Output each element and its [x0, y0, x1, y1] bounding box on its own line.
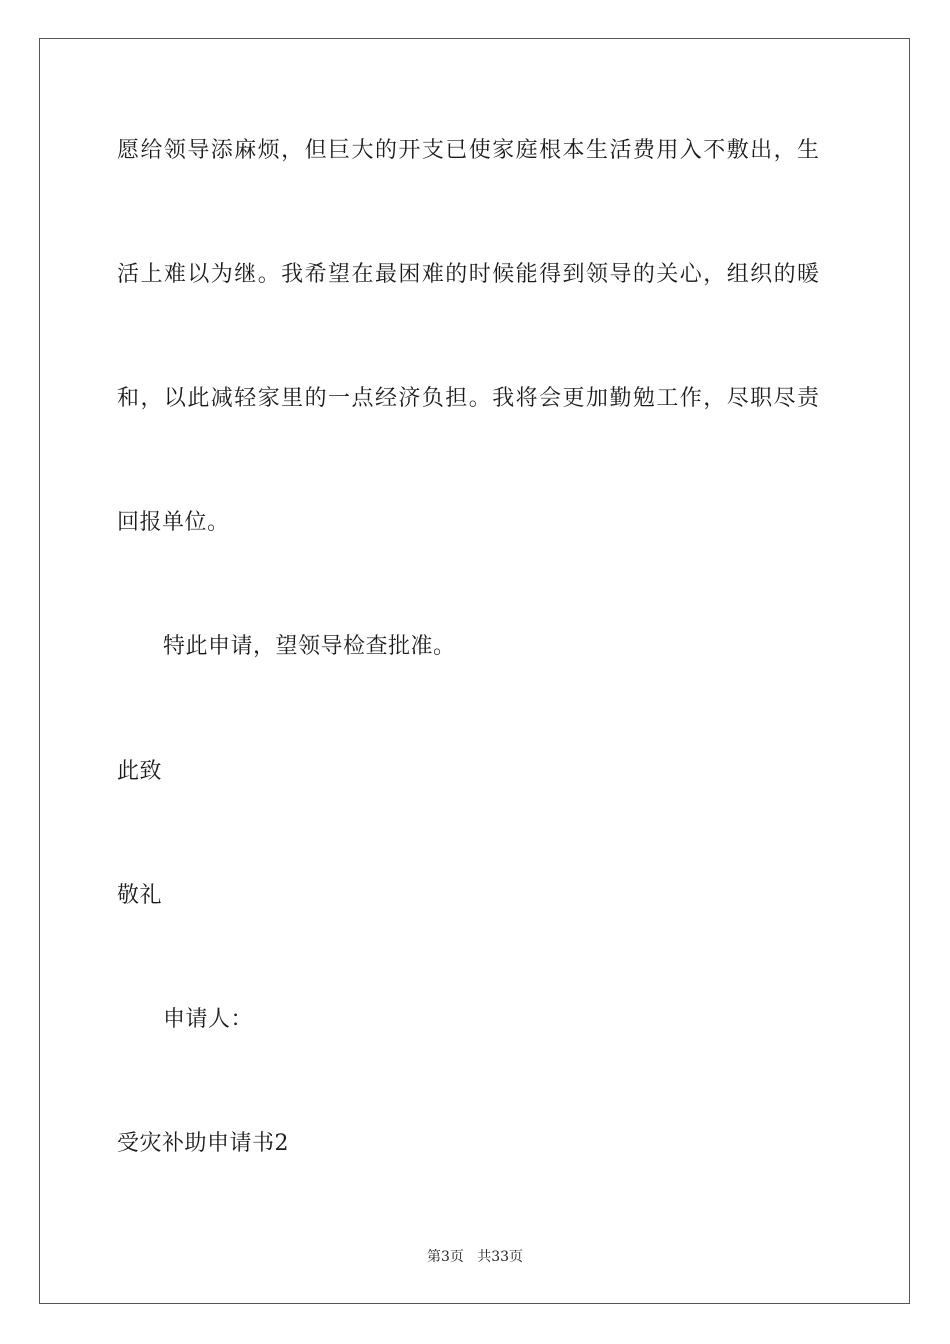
- page-number-footer: 第3页 共33页: [426, 1249, 524, 1265]
- closing-regards: 敬礼: [117, 883, 163, 908]
- body-text-line-3: 和，以此减轻家里的一点经济负担。我将会更加勤勉工作，尽职尽责: [117, 386, 821, 411]
- body-text-line-1: 愿给领导添麻烦，但巨大的开支已使家庭根本生活费用入不敷出，生: [117, 138, 821, 163]
- next-section-title: 受灾补助申请书2: [117, 1131, 289, 1156]
- page-frame: [39, 38, 910, 1304]
- request-line: 特此申请，望领导检查批准。: [163, 634, 456, 659]
- body-text-line-4: 回报单位。: [117, 510, 230, 535]
- body-text-line-2: 活上难以为继。我希望在最困难的时候能得到领导的关心，组织的暖: [117, 262, 821, 287]
- closing-salutation: 此致: [117, 759, 163, 784]
- applicant-label: 申请人：: [163, 1007, 254, 1032]
